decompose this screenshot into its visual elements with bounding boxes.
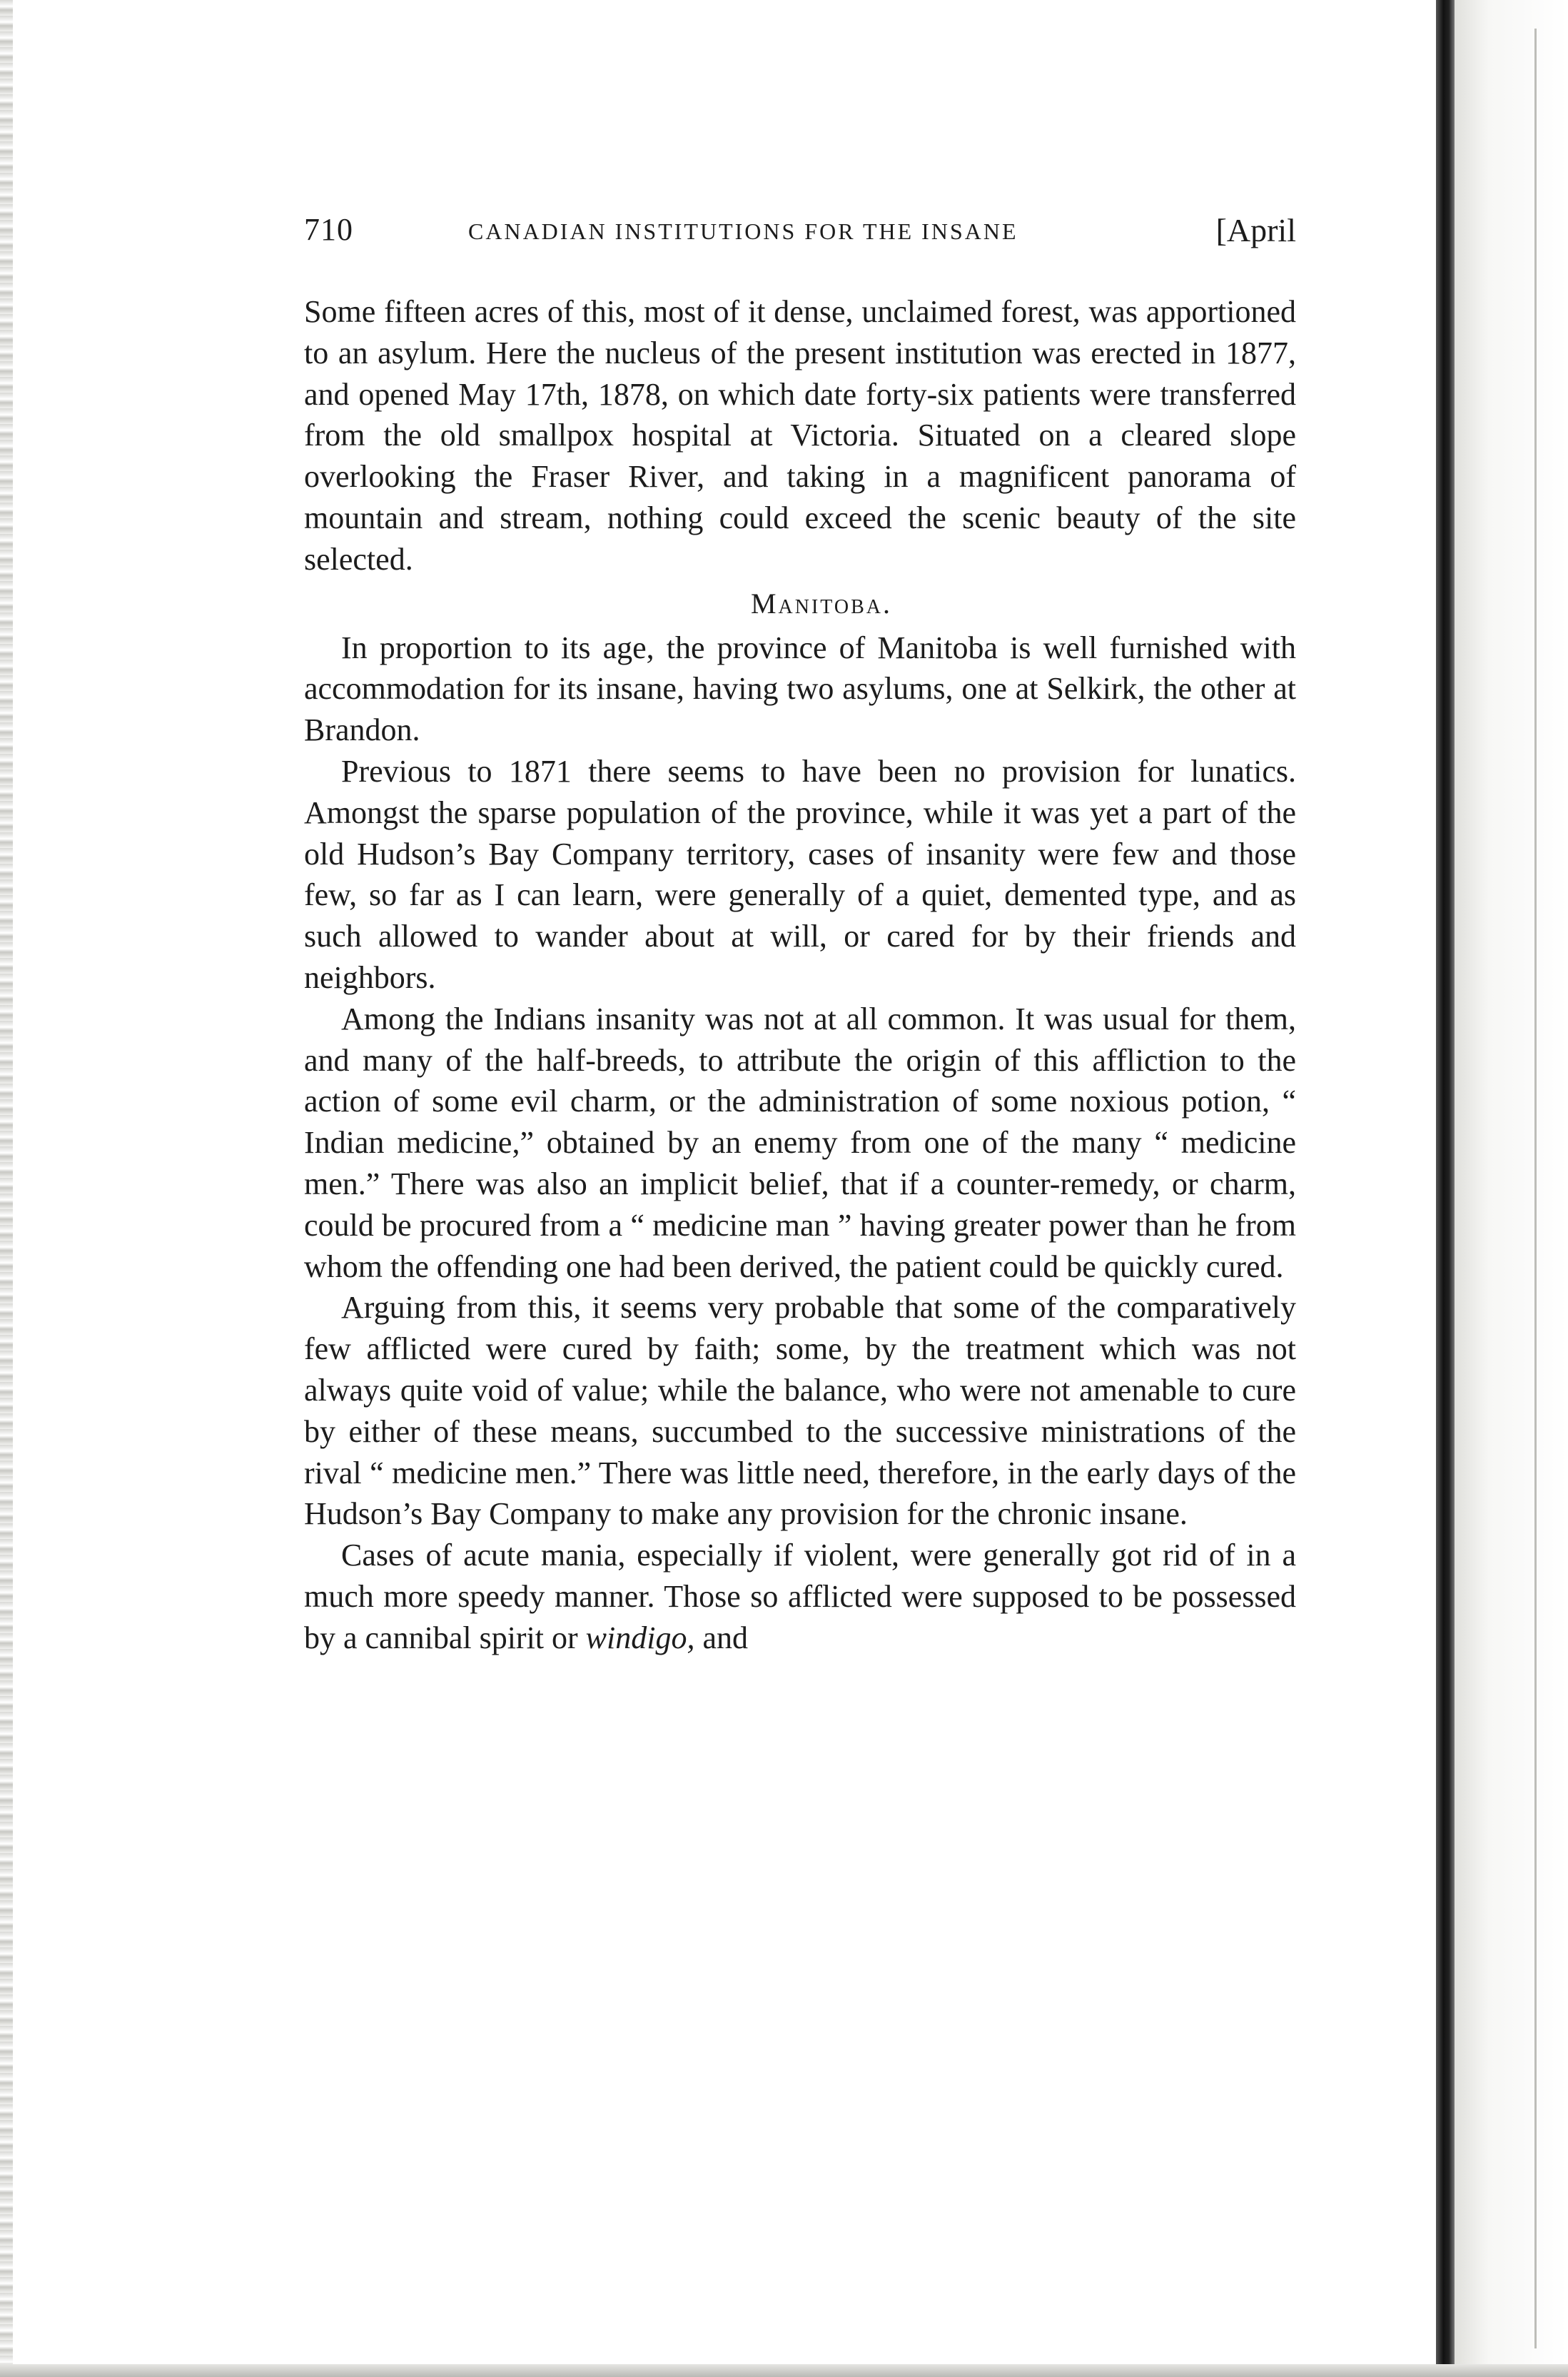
running-header — [304, 211, 1296, 254]
paragraph-3: Previous to 1871 there seems to have been no provision for lunatics. Amongst the sparse population of the province, while it was yet a part of the old Hudson’s Bay Company territory, cases of insanity were few and those few, so far as I can learn, were generally of a quiet, demented type, and as such allowed to wander about at will, or cared for by their friends and neighbors. — [304, 753, 1296, 995]
paragraph-1: Some fifteen acres of this, most of it dense, unclaimed forest, was apportioned to an asylum. Here the nucleus of the present institution was erected in 1877, and opened May 17th, 1878, on which date forty-six patients were transferred from the old smallpox hospital at Victoria. Situated on a cleared slope overlooking the Fraser River, and taking in a magnificent panorama of mountain and stream, nothing could exceed the scenic beauty of the site selected. — [304, 294, 1296, 577]
paragraph-6-italic: windigo, — [585, 1620, 695, 1655]
facing-page-edge — [1455, 0, 1568, 2377]
article-body — [304, 291, 1296, 1659]
paragraph-6 — [304, 1535, 1296, 1658]
issue-month: [April — [1215, 212, 1296, 248]
paragraph-6-text: Cases of acute mania, especially if violent, were generally got rid of in a much more speedy manner. Those so afflicted were supposed to be possessed by a cannibal spirit or — [304, 1538, 1296, 1655]
book-spine — [1436, 0, 1455, 2377]
paragraph-2: In proportion to its age, the province of Manitoba is well furnished with accommodation for its insane, having two asylums, one at Selkirk, the other at Brandon. — [304, 630, 1296, 748]
paragraph-4: Among the Indians insanity was not at all common. It was usual for them, and many of the half-breeds, to attribute the origin of this affliction to the action of some evil charm, or the administration of some noxious potion, “ Indian medicine,” obtained by an enemy from one of the many “ medicine men.” There was also an implicit belief, that if a counter-remedy, or charm, could be procured from a “ medicine man ” having greater power than he from whom the offending one had been derived, the patient could be quickly cured. — [304, 1001, 1296, 1284]
page-number: 710 — [304, 212, 353, 247]
section-heading-manitoba: Manitoba. — [750, 587, 893, 620]
running-title: CANADIAN INSTITUTIONS FOR THE INSANE — [468, 218, 1018, 244]
paragraph-6-end: and — [694, 1620, 748, 1655]
paragraph-5: Arguing from this, it seems very probable that some of the comparatively few afflicted were cured by faith; some, by the treatment which was not always quite void of value; while the balance, who were not amenable to cure by either of these means, succumbed to the successive ministrations of the rival “ medicine men.” There was little need, therefore, in the early days of the Hudson’s Bay Company to make any provision for the chronic insane. — [304, 1290, 1296, 1532]
scan-bottom-edge — [0, 2364, 1568, 2377]
facing-page-line — [1534, 29, 1537, 2348]
